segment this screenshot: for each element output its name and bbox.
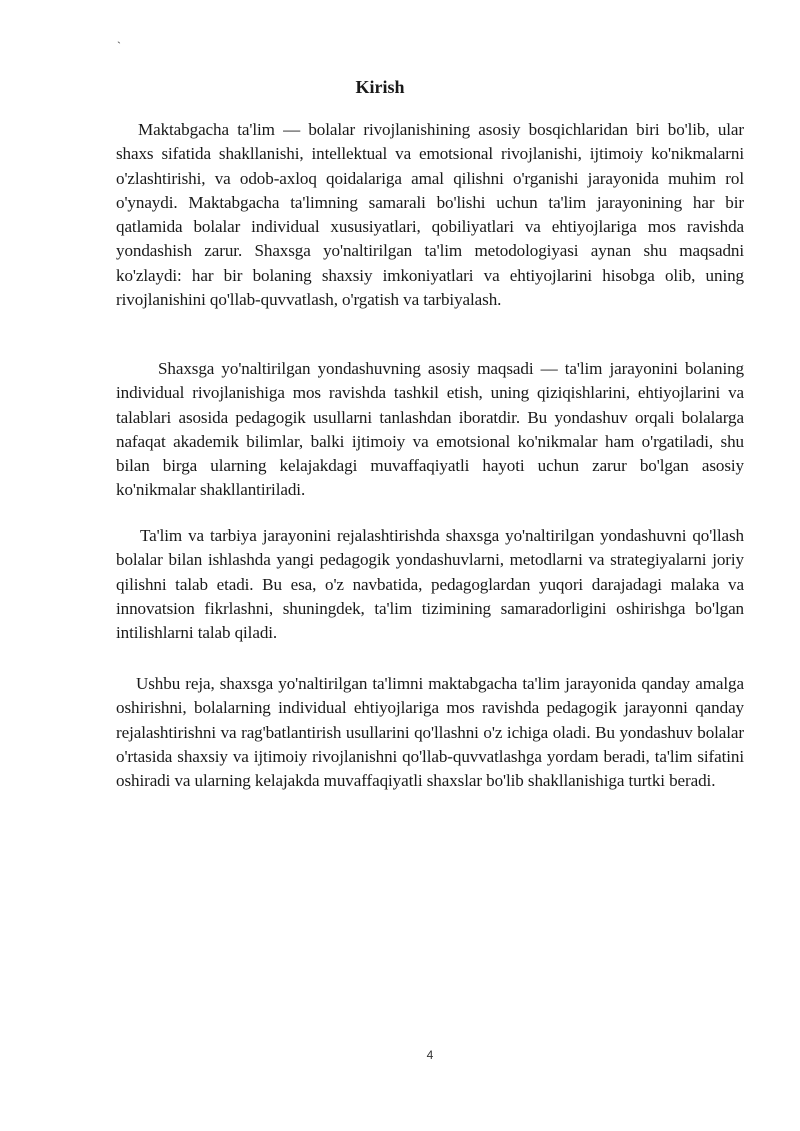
- paragraph-2: Shaxsga yo'naltirilgan yondashuvning asosiy maqsadi — ta'lim jarayonini bolaning individual rivojlanishiga mos ravishda tashkil etish, uning qiziqishlarini, ehtiyojlarini va talablari asosida pedagogik usullarni tanlashdan iboratdir. Bu yondashuv orqali bolalarga nafaqat akademik bilimlar, balki ijtimoiy va emotsional ko'nikmalar ham o'rgatiladi, shu bilan birga ularning kelajakdagi muvaffaqiyatli hayoti uchun zarur bo'lgan asosiy ko'nikmalar shakllantiriladi.: [116, 359, 744, 500]
- paragraph-4: Ushbu reja, shaxsga yo'naltirilgan ta'limni maktabgacha ta'lim jarayonida qanday amalga oshirishni, bolalarning individual ehtiyojlariga mos ravishda pedagogik jarayonni qanday rejalashtirishni va rag'batlantirish usullarini qo'llashni o'z ichiga oladi. Bu yondashuv bolalar o'rtasida shaxsiy va ijtimoiy rivojlanishni qo'llab-quvvatlashga yordam beradi, ta'lim sifatini oshiradi va ularning kelajakda muvaffaqiyatli shaxslar bo'lib shakllanishiga turtki beradi.: [116, 674, 744, 791]
- paragraph-1: Maktabgacha ta'lim — bolalar rivojlanishining asosiy bosqichlaridan biri bo'lib, ular shaxs sifatida shakllanishi, intellektual va emotsional rivojlanishi, ijtimoiy ko'nikmalarni o'zlashtirishi, va odob-axloq qoidalariga amal qilishni o'rganishi jarayonida muhim rol o'ynaydi. Maktabgacha ta'limning samarali bo'lishi uchun ta'lim jarayonining har bir qatlamida bolalar individual xususiyatlari, qobiliyatlari va ehtiyojlariga mos ravishda yondashish zarur. Shaxsga yo'naltirilgan ta'lim metodologiyasi aynan shu maqsadni ko'zlaydi: har bir bolaning shaxsiy imkoniyatlari va ehtiyojlarini hisobga olib, uning rivojlanishini qo'llab-quvvatlash, o'rgatish va tarbiyalash.: [116, 120, 744, 310]
- page-title: Kirish: [355, 77, 405, 97]
- paragraph-3: Ta'lim va tarbiya jarayonini rejalashtirishda shaxsga yo'naltirilgan yondashuvni qo'llash bolalar bilan ishlashda yangi pedagogik yondashuvlarni, metodlarni va strategiyalarni joriy qilishni talab etadi. Bu esa, o'z navbatida, pedagoglardan yuqori darajadagi malaka va innovatsion fikrlashni, shuningdek, ta'lim tizimining samaradorligini oshirishga bo'lgan intilishlarni talab qiladi.: [116, 526, 744, 643]
- page-number: 4: [426, 1048, 434, 1062]
- corner-mark: `: [117, 39, 121, 53]
